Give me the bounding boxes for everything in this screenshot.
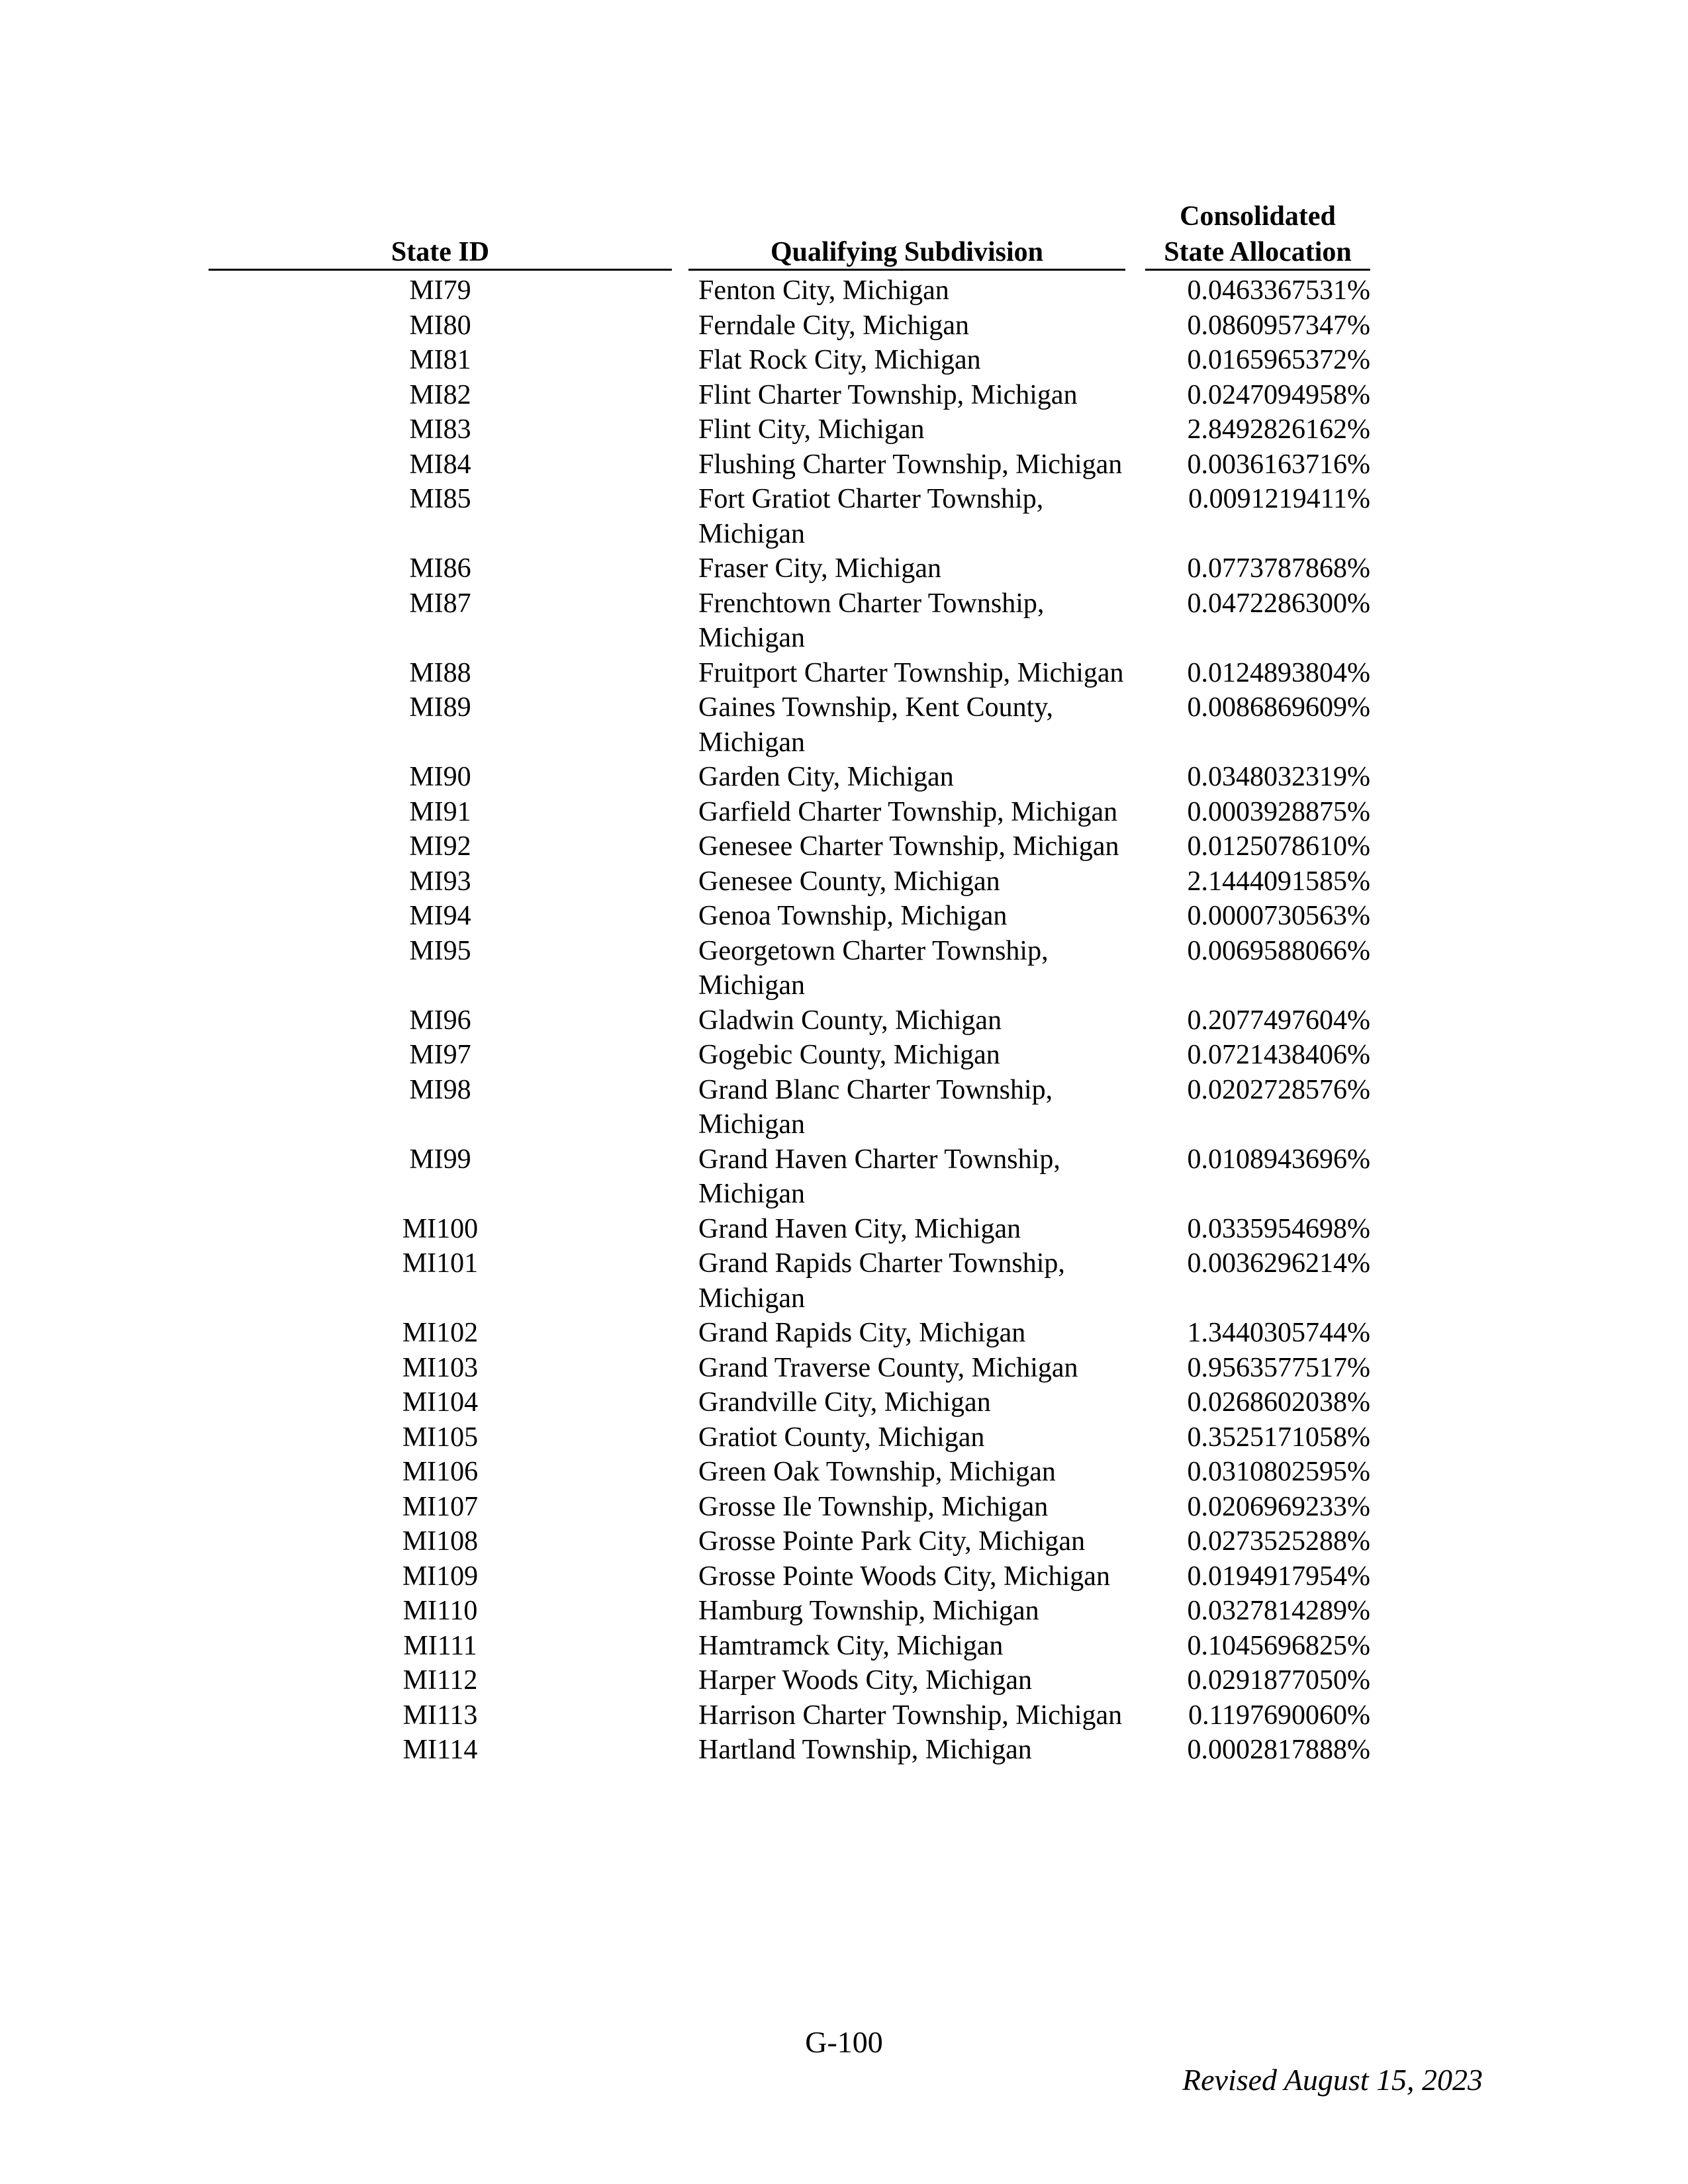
table-row	[0, 1455, 1688, 1490]
allocation-cell: 0.0036163716%	[1187, 449, 1370, 480]
state-id-cell: MI94	[409, 901, 471, 931]
allocation-cell: 0.0202728576%	[1187, 1074, 1370, 1105]
table-row	[0, 482, 1688, 551]
allocation-cell: 0.0165965372%	[1187, 345, 1370, 375]
subdivision-cell: Garden City, Michigan	[698, 762, 954, 792]
subdivision-cell: Genoa Township, Michigan	[698, 901, 1008, 931]
state-id-cell: MI84	[409, 449, 471, 480]
subdivision-cell: Gratiot County, Michigan	[698, 1422, 985, 1453]
allocation-cell: 0.0036296214%	[1187, 1248, 1370, 1279]
allocation-cell: 0.0091219411%	[1188, 484, 1370, 514]
state-id-cell: MI112	[402, 1665, 478, 1696]
allocation-table	[0, 273, 1688, 1768]
allocation-cell: 0.0003928875%	[1187, 796, 1370, 827]
state-id-cell: MI106	[402, 1457, 479, 1487]
state-id-cell: MI111	[403, 1630, 477, 1661]
subdivision-cell: Grand Rapids Charter Township, Michigan	[698, 1248, 1065, 1314]
state-id-cell: MI93	[409, 866, 471, 897]
table-row	[0, 1698, 1688, 1733]
subdivision-cell: Flint Charter Township, Michigan	[698, 379, 1078, 410]
subdivision-cell: Fort Gratiot Charter Township, Michigan	[698, 484, 1044, 549]
state-id-cell: MI99	[409, 1144, 471, 1175]
state-id-cell: MI114	[402, 1735, 478, 1765]
allocation-cell: 0.0310802595%	[1187, 1457, 1370, 1487]
allocation-cell: 0.0194917954%	[1187, 1561, 1370, 1592]
subdivision-cell: Gaines Township, Kent County, Michigan	[698, 692, 1054, 758]
subdivision-cell: Grandville City, Michigan	[698, 1387, 991, 1418]
allocation-cell: 1.3440305744%	[1187, 1318, 1370, 1348]
allocation-cell: 0.0463367531%	[1187, 275, 1370, 306]
table-row	[0, 378, 1688, 413]
table-row	[0, 1385, 1688, 1420]
table-row	[0, 760, 1688, 795]
state-id-cell: MI109	[402, 1561, 479, 1592]
table-row	[0, 1629, 1688, 1664]
table-row	[0, 1003, 1688, 1038]
allocation-cell: 0.0472286300%	[1187, 588, 1370, 619]
state-id-cell: MI81	[409, 345, 471, 375]
allocation-cell: 0.3525171058%	[1187, 1422, 1370, 1453]
table-row	[0, 1073, 1688, 1142]
state-id-cell: MI113	[402, 1700, 478, 1731]
state-id-cell: MI103	[402, 1352, 479, 1383]
revised-date: Revised August 15, 2023	[1182, 2063, 1483, 2097]
subdivision-cell: Grand Blanc Charter Township, Michigan	[698, 1074, 1053, 1140]
header-qualifying-subdivision: Qualifying Subdivision	[770, 237, 1044, 267]
subdivision-cell: Genesee Charter Township, Michigan	[698, 831, 1119, 862]
state-id-cell: MI80	[409, 310, 471, 341]
subdivision-cell: Grand Haven Charter Township, Michigan	[698, 1144, 1060, 1209]
allocation-cell: 0.0247094958%	[1187, 379, 1370, 410]
allocation-cell: 0.0206969233%	[1187, 1491, 1370, 1522]
table-row	[0, 1420, 1688, 1455]
subdivision-cell: Genesee County, Michigan	[698, 866, 1000, 897]
state-id-cell: MI100	[402, 1213, 479, 1244]
subdivision-cell: Frenchtown Charter Township, Michigan	[698, 588, 1045, 653]
subdivision-cell: Gogebic County, Michigan	[698, 1040, 1000, 1070]
page-number: G-100	[805, 2025, 883, 2059]
state-id-cell: MI82	[409, 379, 471, 410]
table-row	[0, 1316, 1688, 1351]
state-id-cell: MI102	[402, 1318, 479, 1348]
allocation-cell: 0.0086869609%	[1187, 692, 1370, 723]
table-row	[0, 1351, 1688, 1386]
table-row	[0, 308, 1688, 343]
table-row	[0, 864, 1688, 899]
table-row	[0, 1212, 1688, 1247]
state-id-cell: MI92	[409, 831, 471, 862]
subdivision-cell: Hamburg Township, Michigan	[698, 1596, 1039, 1626]
header-state-id: State ID	[391, 237, 490, 267]
subdivision-cell: Gladwin County, Michigan	[698, 1005, 1002, 1036]
subdivision-cell: Grand Haven City, Michigan	[698, 1213, 1021, 1244]
table-row	[0, 690, 1688, 760]
allocation-cell: 0.0291877050%	[1187, 1665, 1370, 1696]
state-id-cell: MI85	[409, 484, 471, 514]
allocation-cell: 0.0000730563%	[1187, 901, 1370, 931]
state-id-cell: MI91	[409, 796, 471, 827]
table-row	[0, 343, 1688, 378]
subdivision-cell: Flint City, Michigan	[698, 414, 925, 445]
allocation-cell: 0.1045696825%	[1187, 1630, 1370, 1661]
subdivision-cell: Grosse Ile Township, Michigan	[698, 1491, 1049, 1522]
table-row	[0, 1663, 1688, 1698]
subdivision-cell: Grand Rapids City, Michigan	[698, 1318, 1026, 1348]
table-row	[0, 1490, 1688, 1525]
table-row	[0, 1246, 1688, 1316]
table-row	[0, 829, 1688, 864]
state-id-cell: MI108	[402, 1526, 479, 1557]
table-row	[0, 412, 1688, 447]
subdivision-cell: Flat Rock City, Michigan	[698, 345, 981, 375]
allocation-cell: 0.0069588066%	[1187, 935, 1370, 966]
state-id-cell: MI95	[409, 935, 471, 966]
table-row	[0, 656, 1688, 691]
subdivision-cell: Fraser City, Michigan	[698, 553, 942, 584]
table-row	[0, 551, 1688, 586]
table-row	[0, 447, 1688, 482]
allocation-cell: 0.0335954698%	[1187, 1213, 1370, 1244]
allocation-cell: 0.0721438406%	[1187, 1040, 1370, 1070]
state-id-cell: MI96	[409, 1005, 471, 1036]
state-id-cell: MI79	[409, 275, 471, 306]
subdivision-cell: Grosse Pointe Park City, Michigan	[698, 1526, 1086, 1557]
header-rule-allocation	[1145, 269, 1370, 271]
subdivision-cell: Garfield Charter Township, Michigan	[698, 796, 1118, 827]
table-row	[0, 934, 1688, 1003]
table-row	[0, 1142, 1688, 1212]
state-id-cell: MI101	[402, 1248, 479, 1279]
allocation-cell: 0.0348032319%	[1187, 762, 1370, 792]
state-id-cell: MI107	[402, 1491, 479, 1522]
allocation-cell: 0.0125078610%	[1187, 831, 1370, 862]
allocation-cell: 0.0108943696%	[1187, 1144, 1370, 1175]
subdivision-cell: Grand Traverse County, Michigan	[698, 1352, 1078, 1383]
allocation-cell: 0.0002817888%	[1187, 1735, 1370, 1765]
table-row	[0, 1733, 1688, 1768]
allocation-cell: 0.0124893804%	[1187, 657, 1370, 688]
state-id-cell: MI88	[409, 657, 471, 688]
state-id-cell: MI104	[402, 1387, 479, 1418]
table-row	[0, 1524, 1688, 1559]
table-row	[0, 1038, 1688, 1073]
header-consolidated-state-allocation: Consolidated State Allocation	[1164, 201, 1352, 267]
state-id-cell: MI105	[402, 1422, 479, 1453]
allocation-cell: 0.1197690060%	[1188, 1700, 1370, 1731]
header-rule-subdivision	[688, 269, 1125, 271]
state-id-cell: MI98	[409, 1074, 471, 1105]
state-id-cell: MI90	[409, 762, 471, 792]
state-id-cell: MI97	[409, 1040, 471, 1070]
state-id-cell: MI86	[409, 553, 471, 584]
subdivision-cell: Fenton City, Michigan	[698, 275, 949, 306]
state-id-cell: MI110	[402, 1596, 478, 1626]
table-row	[0, 1594, 1688, 1629]
header-rule-state-id	[209, 269, 672, 271]
allocation-cell: 2.1444091585%	[1187, 866, 1370, 897]
subdivision-cell: Flushing Charter Township, Michigan	[698, 449, 1123, 480]
subdivision-cell: Grosse Pointe Woods City, Michigan	[698, 1561, 1110, 1592]
allocation-cell: 0.2077497604%	[1187, 1005, 1370, 1036]
table-row	[0, 1559, 1688, 1594]
table-row	[0, 795, 1688, 830]
allocation-cell: 0.0327814289%	[1187, 1596, 1370, 1626]
allocation-cell: 0.0273525288%	[1187, 1526, 1370, 1557]
allocation-cell: 0.0773787868%	[1187, 553, 1370, 584]
state-id-cell: MI89	[409, 692, 471, 723]
subdivision-cell: Harrison Charter Township, Michigan	[698, 1700, 1123, 1731]
subdivision-cell: Ferndale City, Michigan	[698, 310, 970, 341]
state-id-cell: MI87	[409, 588, 471, 619]
subdivision-cell: Green Oak Township, Michigan	[698, 1457, 1056, 1487]
subdivision-cell: Georgetown Charter Township, Michigan	[698, 935, 1049, 1001]
table-row	[0, 273, 1688, 308]
subdivision-cell: Hartland Township, Michigan	[698, 1735, 1032, 1765]
subdivision-cell: Fruitport Charter Township, Michigan	[698, 657, 1124, 688]
allocation-cell: 0.9563577517%	[1187, 1352, 1370, 1383]
table-row	[0, 586, 1688, 656]
allocation-cell: 2.8492826162%	[1187, 414, 1370, 445]
allocation-cell: 0.0860957347%	[1187, 310, 1370, 341]
state-id-cell: MI83	[409, 414, 471, 445]
subdivision-cell: Harper Woods City, Michigan	[698, 1665, 1033, 1696]
table-row	[0, 899, 1688, 934]
allocation-cell: 0.0268602038%	[1187, 1387, 1370, 1418]
subdivision-cell: Hamtramck City, Michigan	[698, 1630, 1004, 1661]
